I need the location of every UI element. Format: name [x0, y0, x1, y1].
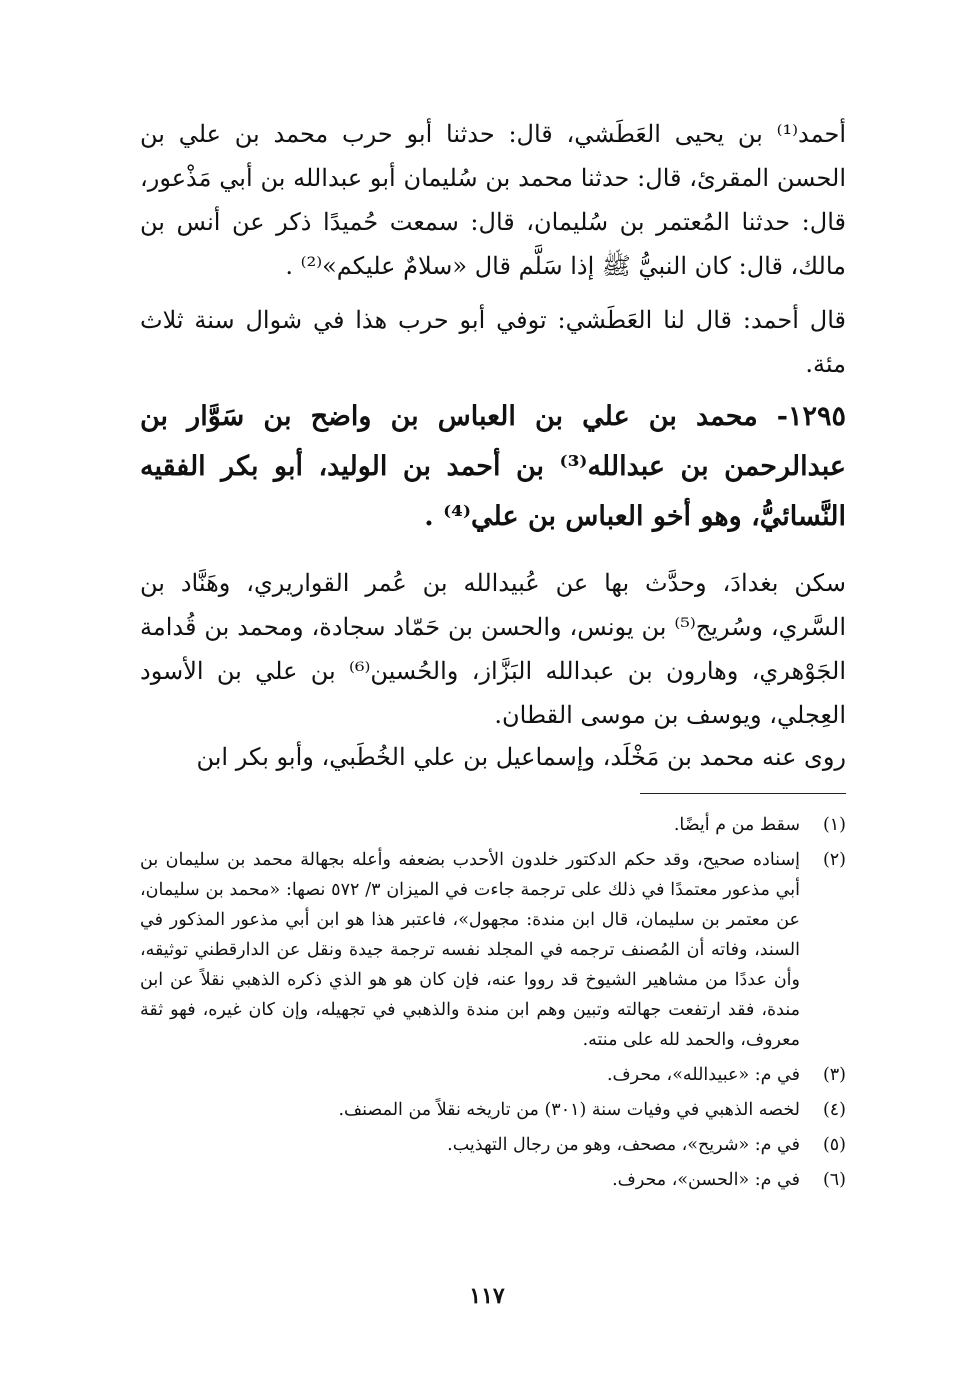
footnote-text: لخصه الذهبي في وفيات سنة (٣٠١) من تاريخه نقلاً من المصنف. [338, 1100, 800, 1120]
footnotes-list [140, 810, 846, 1200]
footnote-text: في م: «الحسن»، محرف. [612, 1170, 800, 1190]
footnote-number: (٥) [822, 1135, 846, 1155]
footnote-text: في م: «عبيدالله»، محرف. [606, 1065, 800, 1085]
footnote-item [140, 810, 846, 840]
footnote-number: (٦) [822, 1170, 846, 1190]
page-number: ١١٧ [469, 1283, 505, 1309]
footnote-number: (٢) [822, 850, 846, 870]
footnote-item [140, 845, 846, 1055]
paragraph-hadith: أحمد⁽¹⁾ بن يحيى العَطَشي، قال: حدثنا أبو حرب محمد بن علي بن الحسن المقرئ، قال: حدثنا محمد بن سُليمان أبو عبدالله بن أبي مَذْعور، قال: حدثنا المُعتمر بن سُليمان، قال: سمعت حُميدًا ذكر عن أنس بن مالك، قال: كان النبيُّ ﷺ إذا سَلَّم قال «سلامٌ عليكم»⁽²⁾ . [140, 120, 846, 280]
footnote-text: إسناده صحيح، وقد حكم الدكتور خلدون الأحدب بضعفه وأعله بجهالة محمد بن سليمان بن أبي مذعور معتمدًا في ذلك على ترجمة جاءت في الميزان ٣/ ٥٧٢ نصها: «محمد بن سليمان، عن معتمر بن سليمان، قال ابن مندة: مجهول»، فاعتبر هذا هو ابن أبي مذعور المذكور في السند، وفاته أن المُصنف ترجمه في المجلد نفسه ترجمة جيدة ونقل عن الدارقطني توثيقه، وأن عددًا من مشاهير الشيوخ قد رووا عنه، فإن كان هو هو الذي ذكره الذهبي نقلاً عن ابن مندة، فقد ارتفعت جهالته وتبين وهم ابن مندة والذهبي في تجهيله، وإن كان غيره، فهو ثقة معروف، والحمد لله على منته. [140, 850, 800, 1050]
footnote-number: (٣) [822, 1065, 846, 1085]
paragraph-students: روى عنه محمد بن مَخْلَد، وإسماعيل بن علي الخُطَبي، وأبو بكر ابن [196, 743, 846, 771]
footnote-item [140, 1095, 846, 1125]
footnote-divider [640, 793, 846, 794]
footnote-text: سقط من م أيضًا. [673, 815, 800, 835]
footnote-item [140, 1060, 846, 1090]
paragraph-death-note: قال أحمد: قال لنا العَطَشي: توفي أبو حرب هذا في شوال سنة ثلاث مئة. [140, 306, 846, 378]
footnote-number: (٤) [822, 1100, 846, 1120]
biography-heading: ١٢٩٥- محمد بن علي بن العباس بن واضح بن سَوَّار بن عبدالرحمن بن عبدالله⁽³⁾ بن أحمد بن الوليد، أبو بكر الفقيه النَّسائيُّ، وهو أخو العباس بن علي⁽⁴⁾ . [140, 401, 847, 532]
footnote-number: (١) [822, 815, 846, 835]
footnote-item [140, 1130, 846, 1160]
paragraph-teachers: سكن بغدادَ، وحدَّث بها عن عُبيدالله بن عُمر القواريري، وهَنَّاد بن السَّري، وسُريج⁽⁵⁾ بن يونس، والحسن بن حَمّاد سجادة، ومحمد بن قُدامة الجَوْهري، وهارون بن عبدالله البَزَّاز، والحُسين⁽⁶⁾ بن علي بن الأسود العِجلي، ويوسف بن موسى القطان. [140, 569, 846, 729]
footnote-text: في م: «شريح»، مصحف، وهو من رجال التهذيب. [447, 1135, 800, 1155]
footnote-item [140, 1165, 846, 1195]
